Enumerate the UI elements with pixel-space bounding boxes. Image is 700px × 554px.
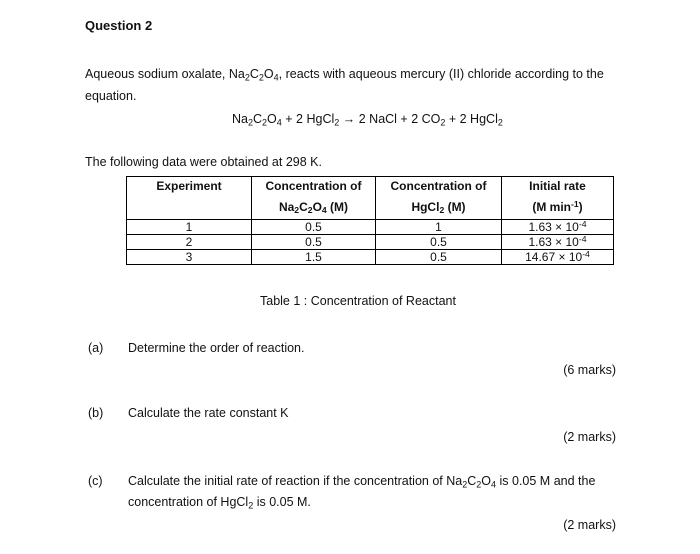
cell-exp: 2 (127, 235, 252, 250)
part-a-marks: (6 marks) (563, 363, 616, 377)
intro-line-1: Aqueous sodium oxalate, $Na_2C_2O_4$, reacts with aqueous mercury (II) chloride according to the (85, 67, 604, 83)
cell-rate: $1.63 \times 10^{-4}$ (502, 220, 614, 235)
cell-rate: $1.63 \times 10^{-4}$ (502, 235, 614, 250)
part-a-text: Determine the order of reaction. (128, 341, 305, 355)
header-initial-rate: Initial rate (M $\min^{-1}$) (502, 177, 614, 220)
cell-exp: 1 (127, 220, 252, 235)
data-intro: The following data were obtained at 298 K. (85, 155, 322, 169)
reaction-data-table (126, 176, 614, 265)
part-b-text: Calculate the rate constant K (128, 406, 289, 420)
part-c-label: (c) (88, 474, 103, 488)
header-experiment: Experiment (127, 177, 252, 220)
part-a-label: (a) (88, 341, 104, 355)
table-row (127, 250, 614, 265)
part-c-text-line-1: Calculate the initial rate of reaction if the concentration of $Na_2C_2O_4$ is 0.05 M and the (128, 474, 596, 490)
part-c-text-line-2: concentration of HgCl$_2$ is 0.05 M. (128, 495, 311, 511)
header-conc-hgcl2: Concentration of HgCl$_2$ (M) (376, 177, 502, 220)
part-b-label: (b) (88, 406, 104, 420)
table-row (127, 220, 614, 235)
cell-rate: $14.67 \times 10^{-4}$ (502, 250, 614, 265)
intro-line-2: equation. (85, 89, 137, 103)
question-title: Question 2 (85, 18, 153, 33)
part-c-marks: (2 marks) (563, 518, 616, 532)
table-caption: Table 1 : Concentration of Reactant (260, 294, 456, 308)
chemical-equation: $Na_2C_2O_4 + 2$ HgCl$_2$ → 2 NaCl + 2 $CO_2 + 2$ HgCl$_2$ (232, 112, 503, 128)
header-conc-oxalate: Concentration of $Na_2C_2O_4$ (M) (252, 177, 376, 220)
cell-conc2: 0.5 (376, 235, 502, 250)
part-b-marks: (2 marks) (563, 430, 616, 444)
cell-conc1: 1.5 (252, 250, 376, 265)
cell-conc2: 0.5 (376, 250, 502, 265)
table-header-row (127, 177, 614, 220)
reaction-arrow-icon: → (342, 112, 356, 126)
cell-conc1: 0.5 (252, 220, 376, 235)
cell-conc1: 0.5 (252, 235, 376, 250)
cell-conc2: 1 (376, 220, 502, 235)
table-row (127, 235, 614, 250)
cell-exp: 3 (127, 250, 252, 265)
